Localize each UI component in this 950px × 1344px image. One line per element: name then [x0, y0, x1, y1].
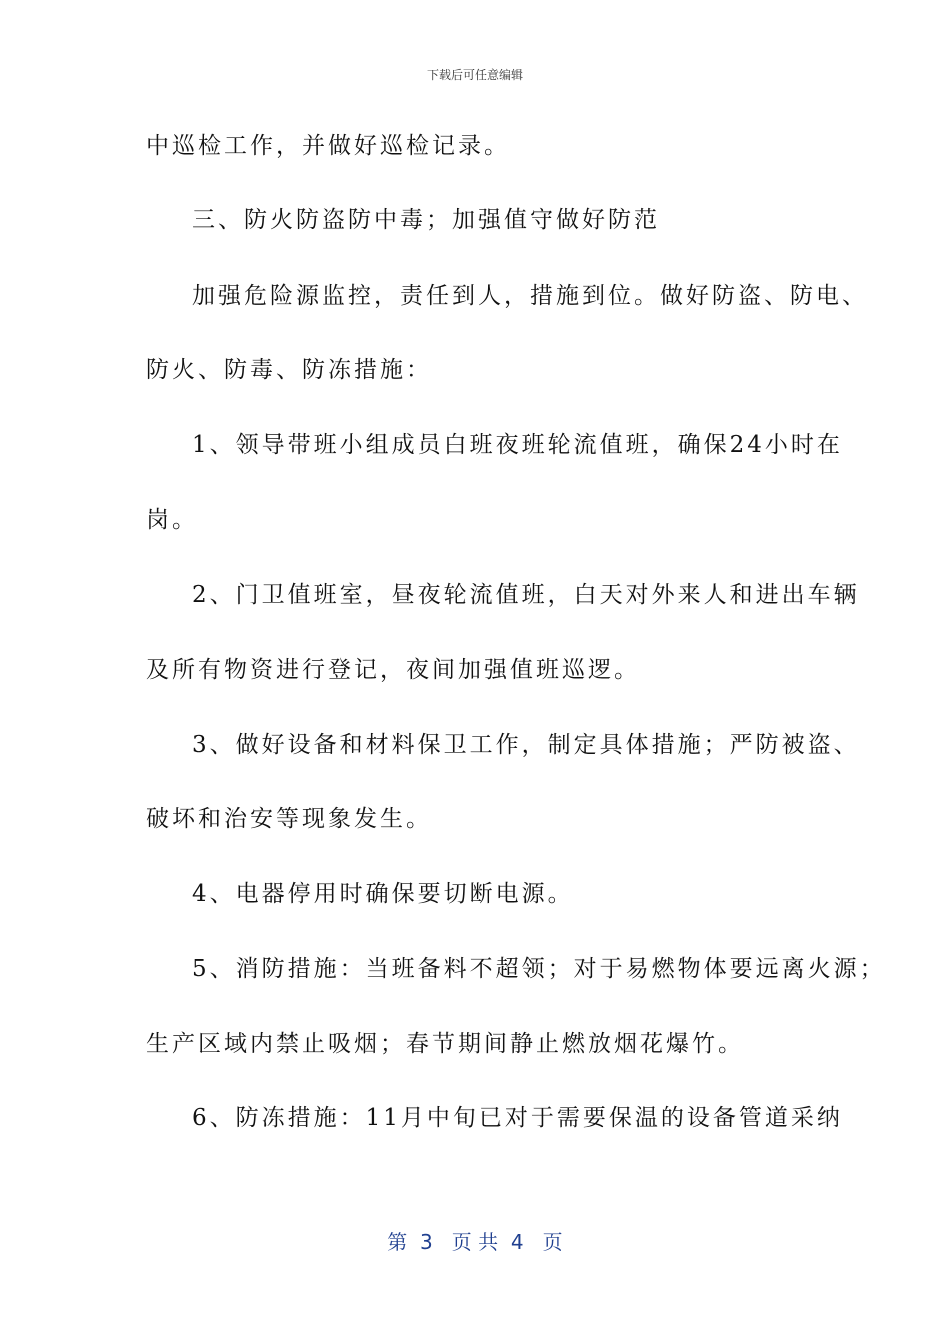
- list-item: 1、领导带班小组成员白班夜班轮流值班，确保24小时在: [192, 432, 843, 458]
- section-heading: 三、防火防盗防中毒；加强值守做好防范: [192, 207, 660, 233]
- text-line: 防火、防毒、防冻措施：: [146, 357, 432, 383]
- text-line: 破坏和治安等现象发生。: [146, 806, 432, 832]
- page-number: 第 3 页 共 4 页: [387, 1230, 563, 1254]
- text-line: 加强危险源监控，责任到人，措施到位。做好防盗、防电、: [192, 283, 868, 309]
- list-item: 3、做好设备和材料保卫工作，制定具体措施；严防被盗、: [192, 732, 860, 758]
- text-line: 中巡检工作，并做好巡检记录。: [146, 133, 510, 159]
- list-item: 5、消防措施：当班备料不超领；对于易燃物体要远离火源；: [192, 956, 886, 982]
- list-item: 6、防冻措施：11月中旬已对于需要保温的设备管道采纳: [192, 1105, 843, 1131]
- page-header-note: 下载后可任意编辑: [426, 68, 523, 82]
- list-item: 4、电器停用时确保要切断电源。: [192, 881, 574, 907]
- text-line: 岗。: [146, 507, 198, 533]
- list-item: 2、门卫值班室，昼夜轮流值班，白天对外来人和进出车辆: [192, 582, 860, 608]
- text-line: 及所有物资进行登记，夜间加强值班巡逻。: [146, 657, 640, 683]
- text-line: 生产区域内禁止吸烟；春节期间静止燃放烟花爆竹。: [146, 1031, 744, 1057]
